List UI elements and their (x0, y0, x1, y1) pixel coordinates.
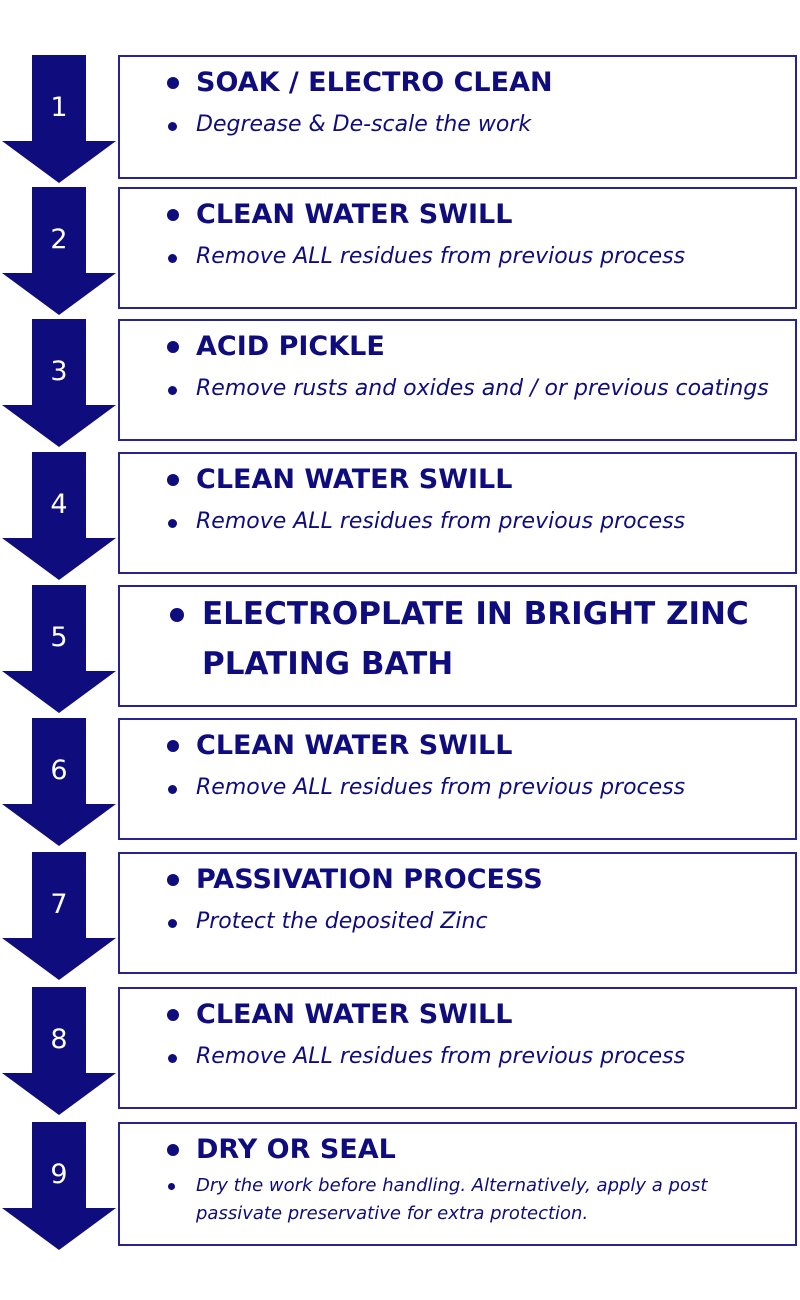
step-box (118, 319, 797, 441)
step-description: Protect the deposited Zinc (196, 904, 771, 940)
step-box (118, 585, 797, 707)
bullet-icon (168, 519, 177, 528)
step-number: 3 (50, 356, 68, 387)
bullet-icon (168, 919, 177, 928)
bullet-icon (167, 341, 179, 353)
step-number: 7 (50, 889, 68, 920)
step-title: ELECTROPLATE IN BRIGHT ZINC PLATING BATH (202, 589, 782, 689)
step-description: Degrease & De-scale the work (196, 107, 771, 143)
step-description: Remove ALL residues from previous process (196, 504, 771, 540)
step-description: Remove ALL residues from previous process (196, 1039, 771, 1075)
bullet-icon (170, 608, 184, 622)
step-box (118, 452, 797, 574)
step-title: CLEAN WATER SWILL (196, 995, 512, 1035)
step-description: Remove ALL residues from previous process (196, 239, 771, 275)
bullet-icon (167, 740, 179, 752)
bullet-icon (167, 1144, 179, 1156)
step-number: 5 (50, 622, 68, 653)
step-box (118, 852, 797, 974)
step-description: Remove ALL residues from previous process (196, 770, 771, 806)
step-number: 9 (50, 1159, 68, 1190)
step-title: PASSIVATION PROCESS (196, 860, 543, 900)
step-title: CLEAN WATER SWILL (196, 726, 512, 766)
step-title: DRY OR SEAL (196, 1130, 396, 1170)
bullet-icon (168, 122, 177, 131)
step-box (118, 55, 797, 179)
step-description: Remove rusts and oxides and / or previous coatings (196, 371, 771, 407)
step-description: Dry the work before handling. Alternatively, apply a post passivate preservative for extra protection. (196, 1172, 771, 1228)
step-box (118, 987, 797, 1109)
bullet-icon (167, 209, 179, 221)
bullet-icon (168, 785, 177, 794)
step-title: CLEAN WATER SWILL (196, 460, 512, 500)
step-title: ACID PICKLE (196, 327, 385, 367)
bullet-icon (167, 77, 179, 89)
step-number: 4 (50, 489, 68, 520)
step-number: 8 (50, 1024, 68, 1055)
step-number: 2 (50, 224, 68, 255)
step-title: CLEAN WATER SWILL (196, 195, 512, 235)
bullet-icon (168, 386, 177, 395)
bullet-icon (167, 1009, 179, 1021)
bullet-icon (168, 1054, 177, 1063)
step-box (118, 187, 797, 309)
step-box (118, 1122, 797, 1246)
step-title: SOAK / ELECTRO CLEAN (196, 63, 553, 103)
bullet-icon (167, 474, 179, 486)
bullet-icon (167, 874, 179, 886)
bullet-icon (168, 1183, 175, 1190)
step-number: 1 (50, 92, 68, 123)
step-box (118, 718, 797, 840)
step-number: 6 (50, 755, 68, 786)
bullet-icon (168, 254, 177, 263)
